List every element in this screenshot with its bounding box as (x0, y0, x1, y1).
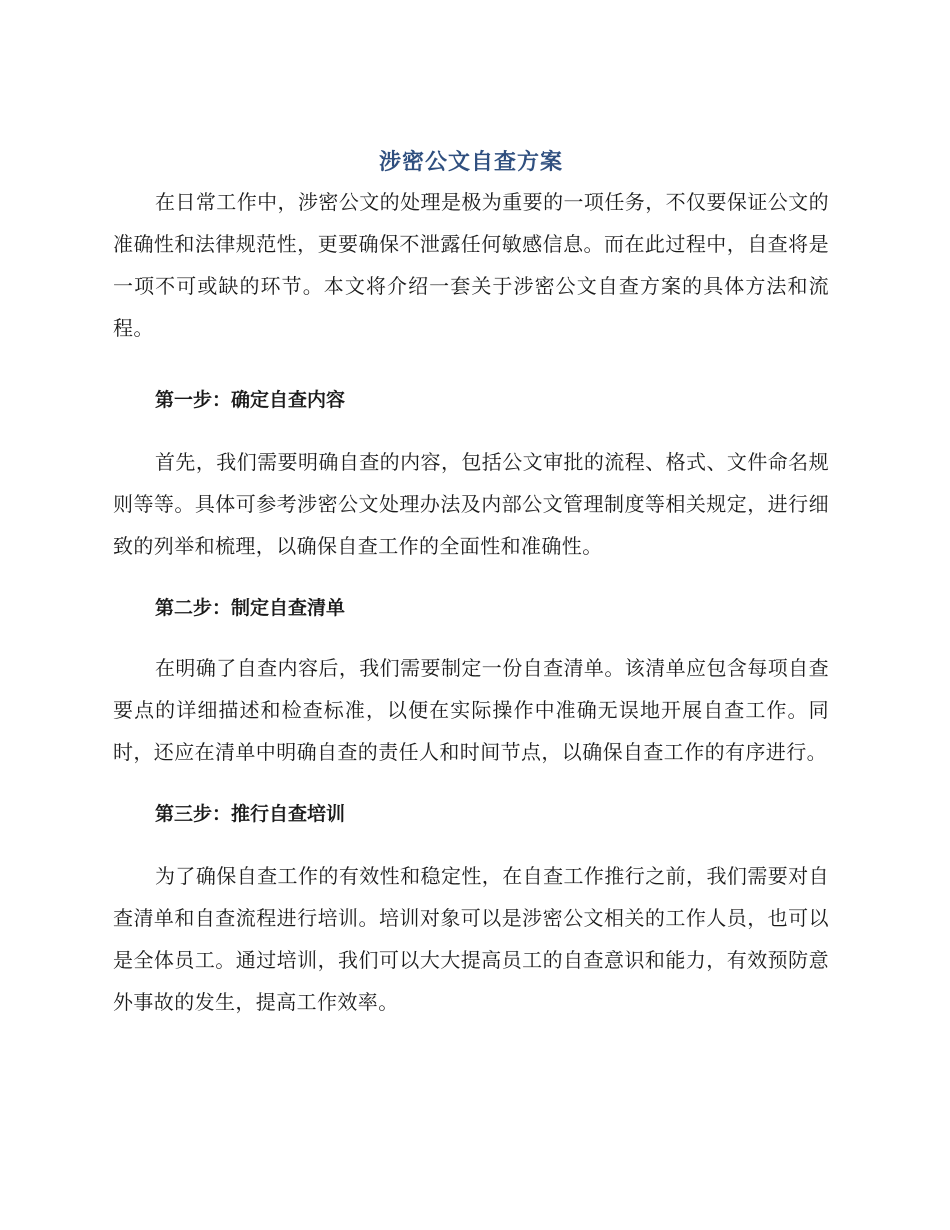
intro-paragraph: 在日常工作中，涉密公文的处理是极为重要的一项任务，不仅要保证公文的准确性和法律规范性，更要确保不泄露任何敏感信息。而在此过程中，自查将是一项不可或缺的环节。本文将介绍一套关于涉密公文自查方案的具体方法和流程。 (113, 190, 829, 340)
section-body-3: 为了确保自查工作的有效性和稳定性，在自查工作推行之前，我们需要对自查清单和自查流程进行培训。培训对象可以是涉密公文相关的工作人员，也可以是全体员工。通过培训，我们可以大大提高员工的自查意识和能力，有效预防意外事故的发生，提高工作效率。 (113, 864, 829, 1014)
section-body-2: 在明确了自查内容后，我们需要制定一份自查清单。该清单应包含每项自查要点的详细描述和检查标准，以便在实际操作中准确无误地开展自查工作。同时，还应在清单中明确自查的责任人和时间节点，以确保自查工作的有序进行。 (113, 656, 829, 764)
section-heading-3: 第三步：推行自查培训 (155, 803, 346, 825)
section-heading-1: 第一步：确定自查内容 (155, 389, 346, 411)
page-title: 涉密公文自查方案 (378, 150, 563, 175)
section-body-1: 首先，我们需要明确自查的内容，包括公文审批的流程、格式、文件命名规则等等。具体可参考涉密公文处理办法及内部公文管理制度等相关规定，进行细致的列举和梳理，以确保自查工作的全面性和准确性。 (113, 450, 829, 558)
document-page (113, 145, 829, 1023)
section-heading-2: 第二步：制定自查清单 (155, 597, 346, 619)
